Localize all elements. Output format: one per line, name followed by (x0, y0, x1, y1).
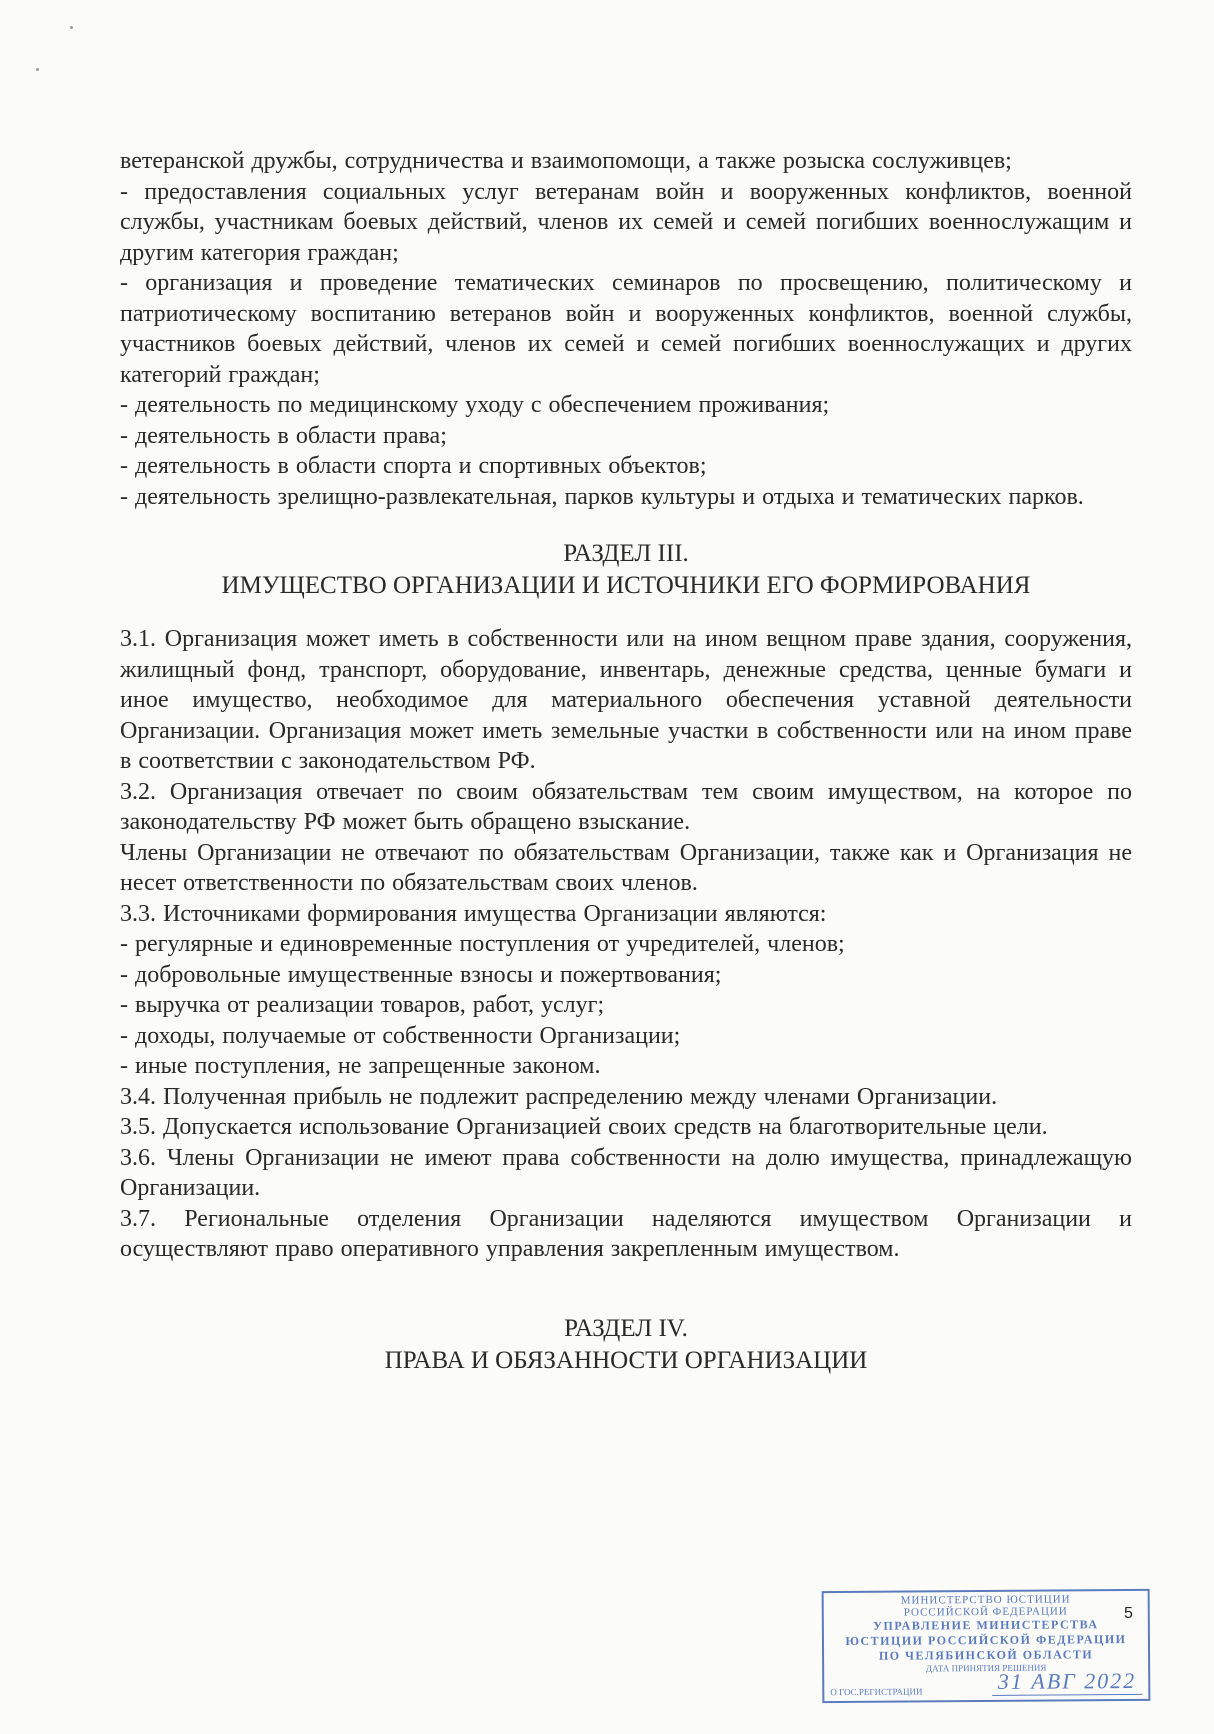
spacer (120, 1265, 1132, 1313)
stamp-line: МИНИСТЕРСТВО ЮСТИЦИИ (900, 1593, 1071, 1607)
paragraph: - деятельность в области права; (120, 422, 447, 449)
spacer (120, 602, 1132, 624)
paragraph: Члены Организации не отвечают по обязательствам Организации, также как и Организация не несет ответственности по обязательствам своих членов. (120, 839, 1132, 896)
paragraph: - выручка от реализации товаров, работ, услуг; (120, 992, 605, 1018)
paragraph: - предоставления социальных услуг ветеранам войн и вооруженных конфликтов, военной службы, участникам боевых действий, членов их семей и семей погибших военнослужащим и другим категория граждан; (120, 178, 1132, 266)
paragraph: ветеранской дружбы, сотрудничества и взаимопомощи, а также розыска сослуживцев; (120, 148, 1012, 174)
stamp-line: УПРАВЛЕНИЕ МИНИСТЕРСТВА (873, 1617, 1099, 1633)
scan-speck (36, 68, 39, 71)
paragraph: 3.1. Организация может иметь в собственности или на ином вещном праве здания, сооружения, жилищный фонд, транспорт, оборудование, инвентарь, денежные средства, ценные бумаги и иное имущество, необходимое для материального обеспечения уставной деятельности Организации. Организация может иметь земельные участки в собственности или на ином праве в соответствии с законодательством РФ. (120, 626, 1132, 774)
section-heading: РАЗДЕЛ IV. (564, 1314, 688, 1342)
paragraph: 3.7. Региональные отделения Организации наделяются имуществом Организации и осуществляют право оперативного управления закрепленным имуществом. (120, 1205, 1132, 1262)
paragraph: 3.4. Полученная прибыль не подлежит распределению между членами Организации. (120, 1083, 998, 1110)
paragraph: - иные поступления, не запрещенные законом. (120, 1053, 601, 1079)
stamp-line: РОССИЙСКОЙ ФЕДЕРАЦИИ (903, 1605, 1068, 1619)
paragraph: - деятельность зрелищно-развлекательная, парков культуры и отдыха и тематических парков. (120, 483, 1084, 510)
section-heading: ИМУЩЕСТВО ОРГАНИЗАЦИИ И ИСТОЧНИКИ ЕГО ФОРМИРОВАНИЯ (221, 572, 1031, 599)
paragraph: - организация и проведение тематических семинаров по просвещению, политическому и патриотическому воспитанию ветеранов войн и вооруженных конфликтов, военной службы, участников боевых действий, членов их семей и семей погибших военнослужащих и других категорий граждан; (120, 270, 1132, 388)
paragraph: 3.6. Члены Организации не имеют права собственности на долю имущества, принадлежащую Организации. (120, 1144, 1132, 1201)
stamp-date: 31 АВГ 2022 (992, 1668, 1143, 1696)
paragraph: - доходы, получаемые от собственности Организации; (120, 1022, 681, 1049)
section-heading: РАЗДЕЛ III. (563, 540, 689, 567)
stamp-line: ДАТА ПРИНЯТИЯ РЕШЕНИЯ (925, 1662, 1047, 1674)
registration-stamp (822, 1589, 1151, 1703)
paragraph: - добровольные имущественные взносы и пожертвования; (120, 961, 722, 988)
stamp-line: ПО ЧЕЛЯБИНСКОЙ ОБЛАСТИ (878, 1647, 1094, 1663)
section-heading: ПРАВА И ОБЯЗАННОСТИ ОРГАНИЗАЦИИ (384, 1346, 868, 1374)
paragraph: - регулярные и единовременные поступления от учредителей, членов; (120, 931, 845, 957)
paragraph: - деятельность по медицинскому уходу с обеспечением проживания; (120, 392, 830, 418)
paragraph: 3.3. Источниками формирования имущества Организации являются: (120, 900, 827, 927)
spacer (120, 512, 1132, 538)
stamp-line: ЮСТИЦИИ РОССИЙСКОЙ ФЕДЕРАЦИИ (845, 1632, 1127, 1648)
stamp-reg-label: О ГОС.РЕГИСТРАЦИИ (830, 1686, 923, 1698)
scan-speck (70, 26, 73, 29)
paragraph: 3.2. Организация отвечает по своим обязательствам тем своим имуществом, на которое по законодательству РФ может быть обращено взыскание. (120, 778, 1132, 835)
page-number: 5 (1124, 1605, 1133, 1622)
stamp-date-row (830, 1668, 1142, 1697)
paragraph: 3.5. Допускается использование Организацией своих средств на благотворительные цели. (120, 1114, 1048, 1140)
document-page (120, 146, 1132, 1377)
paragraph: - деятельность в области спорта и спортивных объектов; (120, 453, 707, 479)
